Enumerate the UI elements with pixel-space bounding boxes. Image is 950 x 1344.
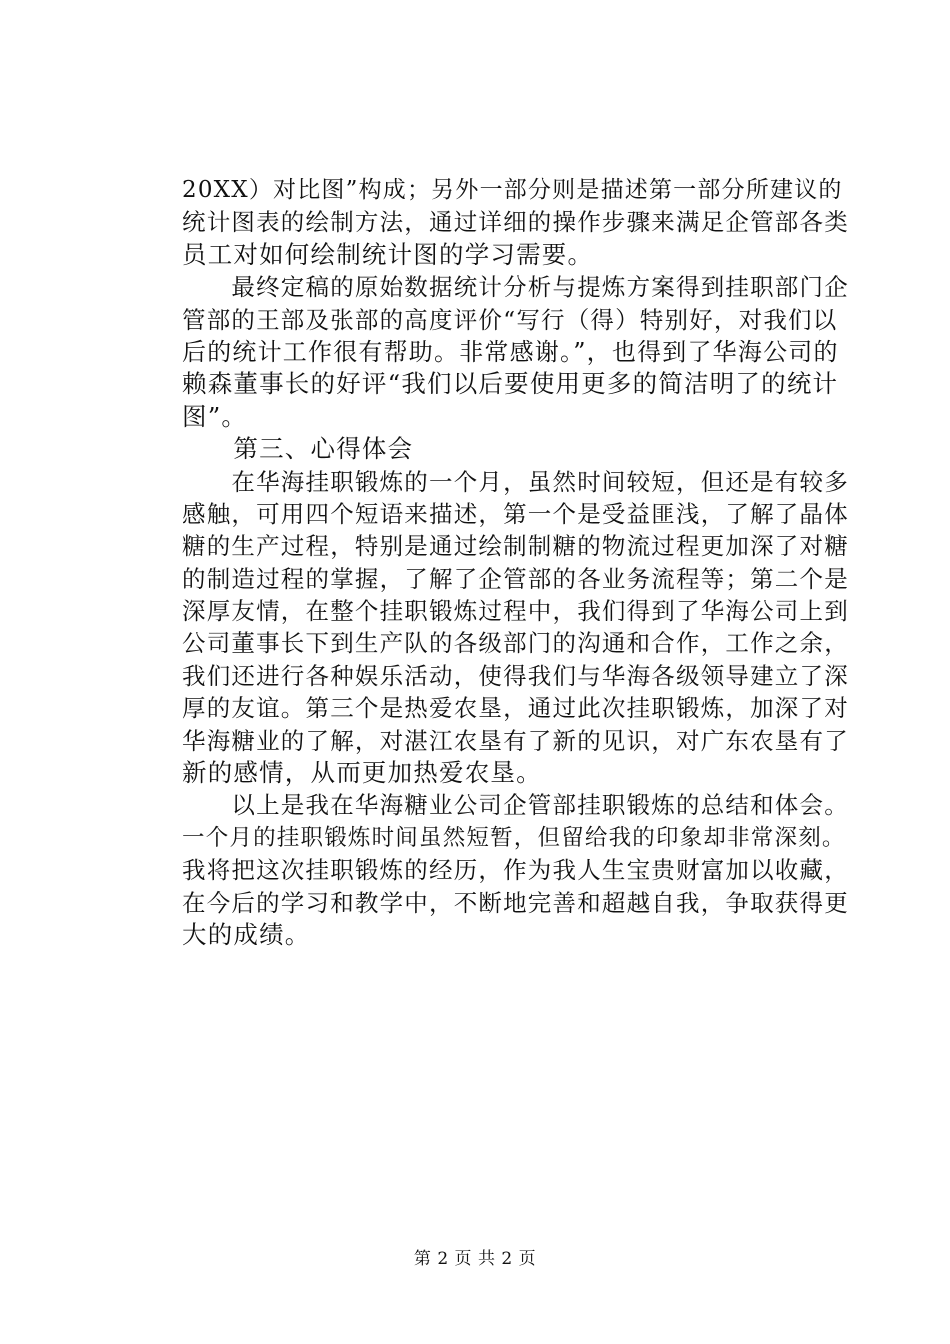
body-line: 厚的友谊。第三个是热爱农垦，通过此次挂职锻炼，加深了对 — [182, 694, 849, 723]
body-line: 大的成绩。 — [182, 919, 311, 949]
body-line: 深厚友情，在整个挂职锻炼过程中，我们得到了华海公司上到 — [182, 597, 849, 626]
body-line: 管部的王部及张部的高度评价“写行（得）特别好，对我们以 — [182, 305, 838, 334]
body-line: 图”。 — [182, 401, 248, 431]
body-line: 华海糖业的了解，对湛江农垦有了新的见识，对广东农垦有了 — [182, 726, 849, 755]
body-line: 我们还进行各种娱乐活动，使得我们与华海各级领导建立了深 — [182, 661, 849, 690]
body-line: 统计图表的绘制方法，通过详细的操作步骤来满足企管部各类 — [182, 208, 849, 237]
body-line: 在今后的学习和教学中，不断地完善和超越自我，争取获得更 — [182, 888, 849, 917]
body-line: 一个月的挂职锻炼时间虽然短暂，但留给我的印象却非常深刻。 — [182, 824, 846, 851]
body-line: 公司董事长下到生产队的各级部门的沟通和合作，工作之余， — [182, 629, 849, 658]
document-body — [182, 174, 849, 951]
body-line: 20XX）对比图”构成；另外一部分则是描述第一部分所建议的 — [182, 177, 843, 203]
section-heading: 第三、心得体会 — [182, 434, 414, 464]
page-number-footer: 第 2 页 共 2 页 — [413, 1249, 537, 1269]
body-line: 以上是我在华海糖业公司企管部挂职锻炼的总结和体会。 — [182, 791, 849, 820]
body-line: 感触，可用四个短语来描述，第一个是受益匪浅，了解了晶体 — [182, 499, 849, 528]
body-line: 后的统计工作很有帮助。非常感谢。”，也得到了华海公司的 — [182, 337, 839, 366]
body-line: 员工对如何绘制统计图的学习需要。 — [182, 239, 594, 269]
body-line: 最终定稿的原始数据统计分析与提炼方案得到挂职部门企 — [182, 273, 849, 302]
body-line: 新的感情，从而更加热爱农垦。 — [182, 758, 542, 788]
body-line: 在华海挂职锻炼的一个月，虽然时间较短，但还是有较多 — [182, 467, 849, 496]
body-line: 糖的生产过程，特别是通过绘制制糖的物流过程更加深了对糖 — [182, 532, 849, 561]
body-line: 我将把这次挂职锻炼的经历，作为我人生宝贵财富加以收藏， — [182, 856, 849, 885]
body-line: 赖森董事长的好评“我们以后要使用更多的简洁明了的统计 — [182, 369, 839, 399]
body-line: 的制造过程的掌握，了解了企管部的各业务流程等；第二个是 — [182, 564, 849, 593]
